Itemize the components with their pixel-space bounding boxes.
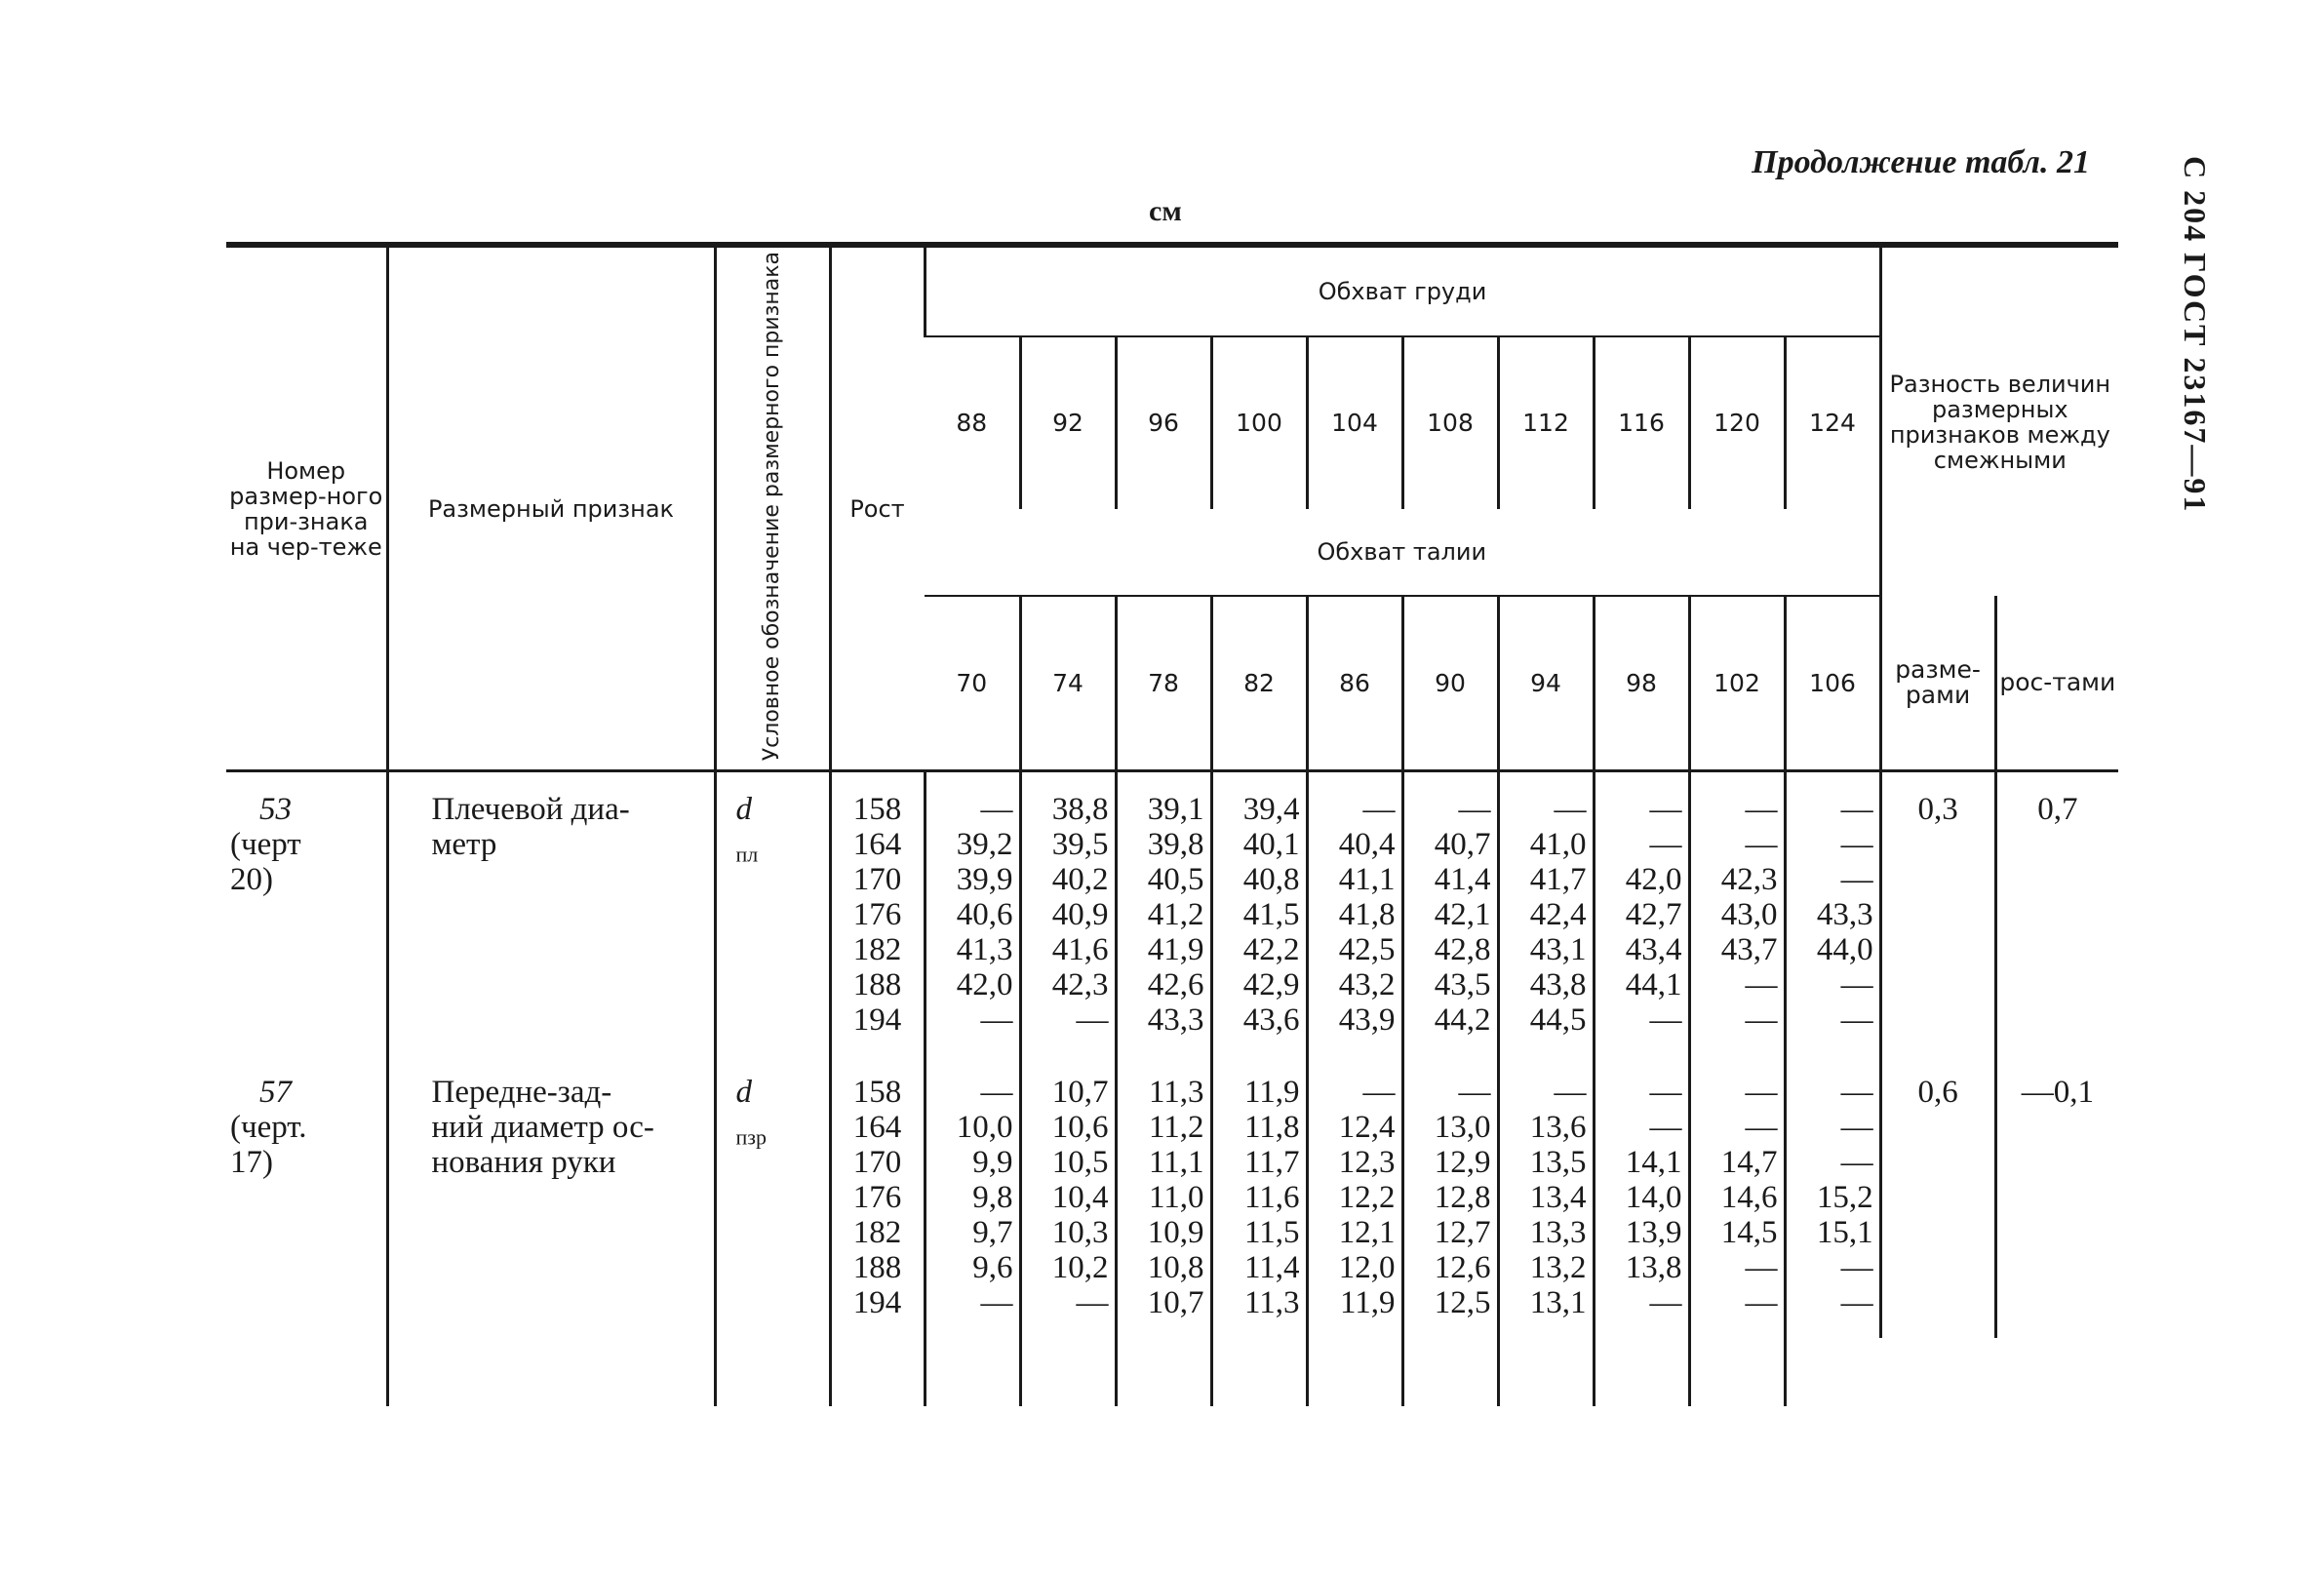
value-column-cell [1498, 1055, 1594, 1338]
table-value: — [980, 1002, 1013, 1039]
table-value: 10,0 [956, 1110, 1013, 1146]
table-value: — [1076, 1285, 1109, 1321]
table-value: 43,2 [1338, 967, 1396, 1003]
spacer-cell [830, 1338, 925, 1406]
table-value: 14,5 [1720, 1215, 1778, 1251]
table-value: 40,7 [1434, 827, 1491, 863]
table-value: 14,7 [1720, 1145, 1778, 1181]
spacer-cell [387, 1338, 715, 1406]
value-column-cell [925, 1055, 1020, 1338]
table-value: 13,2 [1529, 1250, 1587, 1286]
height-value: 182 [852, 1215, 902, 1251]
table-value: 42,5 [1338, 932, 1396, 968]
height-value: 170 [852, 862, 902, 898]
waist-value: 94 [1498, 596, 1594, 770]
size-table [226, 242, 2118, 1406]
table-body [226, 771, 2118, 1407]
value-column-cell [1594, 771, 1689, 1056]
table-value: 11,7 [1243, 1145, 1300, 1181]
table-value: 39,2 [956, 827, 1013, 863]
table-value: 11,5 [1243, 1215, 1300, 1251]
chest-value: 92 [1020, 336, 1116, 509]
diff-heights-cell [1995, 771, 2118, 1056]
row-drawing-ref: 20) [230, 862, 273, 898]
table-value: 10,5 [1051, 1145, 1109, 1181]
table-value: — [1649, 792, 1682, 828]
value-column-cell [1402, 771, 1498, 1056]
table-value: — [1745, 967, 1778, 1003]
table-value: — [1649, 1075, 1682, 1111]
waist-value: 78 [1116, 596, 1211, 770]
value-column-cell [1402, 1055, 1498, 1338]
spacer-cell [1307, 1338, 1402, 1406]
table-value: 43,4 [1625, 932, 1682, 968]
spacer-cell [1211, 1338, 1307, 1406]
table-value: — [1745, 1110, 1778, 1146]
value-column-cell [1116, 1055, 1211, 1338]
diff-sizes-cell [1880, 771, 1995, 1056]
table-value: 10,6 [1051, 1110, 1109, 1146]
table-value: 38,8 [1051, 792, 1109, 828]
table-value: — [1745, 1285, 1778, 1321]
header-designation-text: Условное обозначение размерного признака [760, 252, 784, 762]
table-value: 39,5 [1051, 827, 1109, 863]
table-value: 44,0 [1816, 932, 1873, 968]
table-value: — [1362, 1075, 1396, 1111]
row-drawing-ref: 17) [230, 1145, 273, 1181]
table-value: 11,6 [1243, 1180, 1300, 1216]
spacer-cell [1995, 1338, 2118, 1406]
table-value: 12,1 [1338, 1215, 1396, 1251]
table-value: 41,8 [1338, 897, 1396, 933]
table-value: — [1745, 827, 1778, 863]
table-value: 13,0 [1434, 1110, 1491, 1146]
table-value: 11,9 [1243, 1075, 1300, 1111]
table-value: 42,2 [1242, 932, 1300, 968]
table-value: 40,5 [1147, 862, 1204, 898]
height-value: 164 [852, 1110, 902, 1146]
value-column-cell [1498, 771, 1594, 1056]
designation-subscript: пл [735, 842, 759, 867]
diff-sizes-cell [1880, 1055, 1995, 1338]
table-value: 41,6 [1051, 932, 1109, 968]
spacer-cell [1498, 1338, 1594, 1406]
value-column-cell [1689, 771, 1785, 1056]
table-value: 41,4 [1434, 862, 1491, 898]
table-value: 11,8 [1243, 1110, 1300, 1146]
table-value: 10,4 [1051, 1180, 1109, 1216]
table-value: 42,3 [1051, 967, 1109, 1003]
spacer-cell [226, 1338, 387, 1406]
table-value: 42,6 [1147, 967, 1204, 1003]
designation-symbol: d [735, 792, 752, 828]
table-row [226, 771, 2118, 1056]
table-value: 12,8 [1434, 1180, 1491, 1216]
value-column-cell [1211, 771, 1307, 1056]
designation-cell [715, 1055, 830, 1338]
row-number: 53 [259, 792, 292, 828]
table-value: 13,4 [1529, 1180, 1587, 1216]
feature-name-cell [387, 1055, 715, 1338]
chest-value: 108 [1402, 336, 1498, 509]
table-value: — [980, 792, 1013, 828]
waist-value: 70 [925, 596, 1020, 770]
value-column-cell [1020, 771, 1116, 1056]
feature-name-line: метр [431, 827, 497, 863]
table-value: — [1840, 1110, 1873, 1146]
waist-value: 102 [1689, 596, 1785, 770]
table-value: 13,8 [1625, 1250, 1682, 1286]
table-value: 42,7 [1625, 897, 1682, 933]
table-value: 42,0 [956, 967, 1013, 1003]
waist-value: 106 [1785, 596, 1880, 770]
spacer-cell [925, 1338, 1020, 1406]
value-column-cell [1785, 1055, 1880, 1338]
table-value: 40,9 [1051, 897, 1109, 933]
row-drawing-ref: (черт [230, 827, 301, 863]
diff-sizes-value: 0,3 [1917, 792, 1958, 828]
diff-heights-value: 0,7 [2037, 792, 2078, 828]
table-value: 39,8 [1147, 827, 1204, 863]
table-caption: Продолжение табл. 21 [1752, 144, 2090, 180]
header-diff-heights: рос-тами [1995, 596, 2118, 770]
table-value: 10,7 [1051, 1075, 1109, 1111]
row-number: 57 [259, 1075, 292, 1111]
table-value: 43,6 [1242, 1002, 1300, 1039]
value-column-cell [1211, 1055, 1307, 1338]
table-value: 42,8 [1434, 932, 1491, 968]
table-value: 39,1 [1147, 792, 1204, 828]
feature-name-cell [387, 771, 715, 1056]
table-value: 9,6 [972, 1250, 1013, 1286]
table-value: — [1840, 1145, 1873, 1181]
header-waist-group: Обхват талии [925, 509, 1880, 596]
table-row [226, 1055, 2118, 1338]
table-value: 12,7 [1434, 1215, 1491, 1251]
unit-label: см [1149, 195, 1182, 227]
spacer-cell [1116, 1338, 1211, 1406]
height-value: 164 [852, 827, 902, 863]
table-value: 11,3 [1148, 1075, 1204, 1111]
header-designation [715, 245, 830, 771]
height-cell [830, 771, 925, 1056]
table-value: — [1840, 862, 1873, 898]
table-value: 9,9 [972, 1145, 1013, 1181]
table-value: 13,6 [1529, 1110, 1587, 1146]
feature-name-line: Передне-зад- [431, 1075, 612, 1111]
table-value: — [980, 1075, 1013, 1111]
chest-value: 96 [1116, 336, 1211, 509]
table-value: — [1554, 1075, 1587, 1111]
table-value: — [1745, 792, 1778, 828]
chest-value: 100 [1211, 336, 1307, 509]
table-spacer-row [226, 1338, 2118, 1406]
header-number: Номер размер-ного при-знака на чер-теже [226, 245, 387, 771]
table-value: — [1362, 792, 1396, 828]
table-value: 10,9 [1147, 1215, 1204, 1251]
value-column-cell [1020, 1055, 1116, 1338]
table-value: 41,1 [1338, 862, 1396, 898]
table-value: 10,8 [1147, 1250, 1204, 1286]
designation-subscript: пзр [735, 1124, 767, 1150]
table-value: 41,0 [1529, 827, 1587, 863]
table-value: 40,6 [956, 897, 1013, 933]
header-diff-group: Разность величин размерных признаков между смежными [1880, 245, 2118, 596]
height-value: 176 [852, 1180, 902, 1216]
header-feature: Размерный признак [387, 245, 715, 771]
table-value: 42,9 [1242, 967, 1300, 1003]
table-value: 40,1 [1242, 827, 1300, 863]
table-value: 40,8 [1242, 862, 1300, 898]
table-value: 43,0 [1720, 897, 1778, 933]
table-value: 44,5 [1529, 1002, 1587, 1039]
height-value: 188 [852, 967, 902, 1003]
table-value: 43,3 [1147, 1002, 1204, 1039]
table-value: — [1554, 792, 1587, 828]
table-value: — [1649, 1002, 1682, 1039]
table-value: — [1649, 827, 1682, 863]
height-value: 194 [852, 1285, 902, 1321]
table-value: — [1745, 1250, 1778, 1286]
table-value: — [1840, 1002, 1873, 1039]
value-column-cell [1307, 771, 1402, 1056]
table-value: 10,2 [1051, 1250, 1109, 1286]
diff-sizes-value: 0,6 [1917, 1075, 1958, 1111]
table-value: 42,4 [1529, 897, 1587, 933]
table-value: 14,0 [1625, 1180, 1682, 1216]
height-value: 182 [852, 932, 902, 968]
table-value: — [1840, 1250, 1873, 1286]
designation-cell [715, 771, 830, 1056]
table-value: 43,5 [1434, 967, 1491, 1003]
table-value: 14,6 [1720, 1180, 1778, 1216]
table-value: 12,6 [1434, 1250, 1491, 1286]
table-value: 11,2 [1148, 1110, 1204, 1146]
feature-name-line: Плечевой диа- [431, 792, 630, 828]
side-header: С 204 ГОСТ 23167—91 [2178, 156, 2213, 514]
chest-value: 120 [1689, 336, 1785, 509]
table-value: 9,7 [972, 1215, 1013, 1251]
table-value: — [1458, 1075, 1491, 1111]
table-value: 14,1 [1625, 1145, 1682, 1181]
designation-symbol: d [735, 1075, 752, 1111]
table-value: 42,0 [1625, 862, 1682, 898]
table-value: 41,7 [1529, 862, 1587, 898]
table-value: — [1840, 1285, 1873, 1321]
waist-value: 90 [1402, 596, 1498, 770]
diff-heights-value: —0,1 [2021, 1075, 2094, 1111]
table-value: 43,7 [1720, 932, 1778, 968]
table-value: 39,9 [956, 862, 1013, 898]
table-value: 10,7 [1147, 1285, 1204, 1321]
table-value: 11,0 [1148, 1180, 1204, 1216]
height-value: 170 [852, 1145, 902, 1181]
height-value: 188 [852, 1250, 902, 1286]
table-value: 39,4 [1242, 792, 1300, 828]
value-column-cell [1594, 1055, 1689, 1338]
table-value: 12,3 [1338, 1145, 1396, 1181]
chest-value: 124 [1785, 336, 1880, 509]
table-value: 43,9 [1338, 1002, 1396, 1039]
table-value: 10,3 [1051, 1215, 1109, 1251]
table-value: — [1649, 1110, 1682, 1146]
table-value: 41,9 [1147, 932, 1204, 968]
chest-value: 104 [1307, 336, 1402, 509]
spacer-cell [1880, 1338, 1995, 1406]
table-value: — [1840, 1075, 1873, 1111]
table-value: 43,3 [1816, 897, 1873, 933]
row-number-cell [226, 1055, 387, 1338]
table-value: 15,1 [1816, 1215, 1873, 1251]
waist-value: 74 [1020, 596, 1116, 770]
table-value: — [980, 1285, 1013, 1321]
spacer-cell [715, 1338, 830, 1406]
table-value: — [1840, 792, 1873, 828]
table-value: 12,9 [1434, 1145, 1491, 1181]
spacer-cell [1594, 1338, 1689, 1406]
table-value: 44,1 [1625, 967, 1682, 1003]
header-height: Рост [830, 245, 925, 771]
row-drawing-ref: (черт. [230, 1110, 307, 1146]
table-value: 41,5 [1242, 897, 1300, 933]
table-value: 12,4 [1338, 1110, 1396, 1146]
value-column-cell [1689, 1055, 1785, 1338]
waist-value: 86 [1307, 596, 1402, 770]
table-value: 13,9 [1625, 1215, 1682, 1251]
table-value: 13,5 [1529, 1145, 1587, 1181]
height-value: 158 [852, 1075, 902, 1111]
table-value: 15,2 [1816, 1180, 1873, 1216]
table-value: 12,5 [1434, 1285, 1491, 1321]
value-column-cell [1116, 771, 1211, 1056]
feature-name-line: ний диаметр ос- [431, 1110, 654, 1146]
chest-value: 116 [1594, 336, 1689, 509]
header-chest-group: Обхват груди [925, 245, 1880, 336]
spacer-cell [1689, 1338, 1785, 1406]
table-value: 43,1 [1529, 932, 1587, 968]
table-value: 40,4 [1338, 827, 1396, 863]
height-cell [830, 1055, 925, 1338]
waist-value: 82 [1211, 596, 1307, 770]
height-value: 176 [852, 897, 902, 933]
table-value: — [1076, 1002, 1109, 1039]
header-diff-sizes: разме-рами [1880, 596, 1995, 770]
spacer-cell [1785, 1338, 1880, 1406]
waist-value: 98 [1594, 596, 1689, 770]
table-value: 43,8 [1529, 967, 1587, 1003]
table-value: 13,3 [1529, 1215, 1587, 1251]
table-value: 42,3 [1720, 862, 1778, 898]
diff-heights-cell [1995, 1055, 2118, 1338]
table-value: 11,1 [1148, 1145, 1204, 1181]
chest-value: 112 [1498, 336, 1594, 509]
table-value: — [1745, 1002, 1778, 1039]
chest-value: 88 [956, 409, 988, 438]
height-value: 194 [852, 1002, 902, 1039]
table-value: — [1745, 1075, 1778, 1111]
table-value: 11,3 [1243, 1285, 1300, 1321]
table-value: — [1840, 967, 1873, 1003]
table-value: 40,2 [1051, 862, 1109, 898]
table-value: 41,2 [1147, 897, 1204, 933]
table-value: 12,2 [1338, 1180, 1396, 1216]
table-value: — [1840, 827, 1873, 863]
table-value: 11,4 [1243, 1250, 1300, 1286]
table-value: 9,8 [972, 1180, 1013, 1216]
table-value: — [1458, 792, 1491, 828]
table-value: 44,2 [1434, 1002, 1491, 1039]
spacer-cell [1020, 1338, 1116, 1406]
spacer-cell [1402, 1338, 1498, 1406]
row-number-cell [226, 771, 387, 1056]
table-value: 11,9 [1339, 1285, 1396, 1321]
value-column-cell [1785, 771, 1880, 1056]
value-column-cell [925, 771, 1020, 1056]
value-column-cell [1307, 1055, 1402, 1338]
table-value: 12,0 [1338, 1250, 1396, 1286]
table-value: 42,1 [1434, 897, 1491, 933]
table-value: 13,1 [1529, 1285, 1587, 1321]
feature-name-line: нования руки [431, 1145, 616, 1181]
height-value: 158 [852, 792, 902, 828]
table-value: — [1649, 1285, 1682, 1321]
table-value: 41,3 [956, 932, 1013, 968]
